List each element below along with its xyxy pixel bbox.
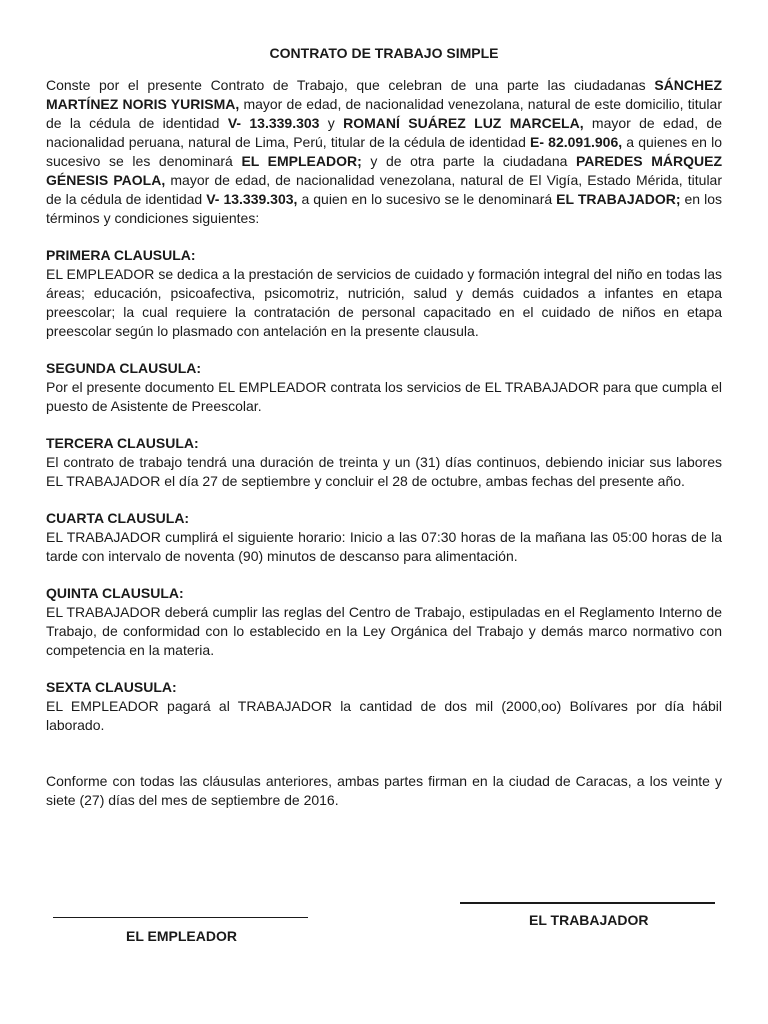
employer-id-2: E- 82.091.906, bbox=[530, 134, 623, 150]
intro-text-3: y bbox=[319, 115, 344, 131]
intro-text-9: en los términos y condiciones siguientes: bbox=[46, 191, 723, 226]
clause-heading: PRIMERA CLAUSULA: bbox=[46, 247, 196, 263]
clause-body: Por el presente documento EL EMPLEADOR contrata los servicios de EL TRABAJADOR para que cumpla el puesto de Asistente de Preescolar. bbox=[46, 379, 722, 414]
intro-paragraph bbox=[46, 76, 722, 228]
intro-text-8: a quien en lo sucesivo se le denominará bbox=[297, 191, 557, 207]
employer-signature-label: EL EMPLEADOR bbox=[126, 928, 237, 944]
clause-body: EL TRABAJADOR deberá cumplir las reglas del Centro de Trabajo, estipuladas en el Reglamento Interno de Trabajo, de conformidad con lo establecido en la Ley Orgánica del Trabajo y demás marco normativo con competencia en la materia. bbox=[46, 604, 722, 658]
worker-signature-label: EL TRABAJADOR bbox=[529, 912, 649, 928]
document-title: CONTRATO DE TRABAJO SIMPLE bbox=[269, 45, 499, 61]
clause-third bbox=[46, 434, 722, 491]
employer-name-1: SÁNCHEZ MARTÍNEZ NORIS YURISMA, bbox=[46, 77, 722, 112]
clause-body: El contrato de trabajo tendrá una duración de treinta y un (31) días continuos, debiendo iniciar sus labores EL TRABAJADOR el día 27 de septiembre y concluir el 28 de octubre, ambas fechas del presente año. bbox=[46, 454, 722, 489]
employer-signature-line bbox=[53, 917, 308, 918]
clause-heading: CUARTA CLAUSULA: bbox=[46, 510, 190, 526]
clause-heading: QUINTA CLAUSULA: bbox=[46, 585, 184, 601]
clause-heading: SEXTA CLAUSULA: bbox=[46, 679, 177, 695]
clause-heading: SEGUNDA CLAUSULA: bbox=[46, 360, 202, 376]
worker-name: PAREDES MÁRQUEZ GÉNESIS PAOLA, bbox=[46, 153, 723, 188]
clause-second bbox=[46, 359, 722, 416]
clause-sixth bbox=[46, 678, 722, 735]
clause-fourth bbox=[46, 509, 722, 566]
clause-body: EL EMPLEADOR se dedica a la prestación de servicios de cuidado y formación integral del niño en todas las áreas; educación, psicoafectiva, psicomotriz, nutrición, salud y demás cuidados a infantes en etapa preescolar; la cual requiere la contratación de personal capacitado en el cuidado de niños en etapa preescolar según lo plasmado con antelación en la presente clausula. bbox=[46, 266, 722, 339]
employer-name-2: ROMANÍ SUÁREZ LUZ MARCELA, bbox=[343, 115, 584, 131]
intro-text-7: mayor de edad, de nacionalidad venezolana, natural de El Vigía, Estado Mérida, titular de la cédula de identidad bbox=[46, 172, 723, 207]
intro-text-4: mayor de edad, de nacionalidad peruana, natural de Lima, Perú, titular de la cédula de identidad bbox=[46, 115, 722, 150]
clause-body: EL TRABAJADOR cumplirá el siguiente horario: Inicio a las 07:30 horas de la mañana las 05:00 horas de la tarde con intervalo de noventa (90) minutos de descanso para alimentación. bbox=[46, 529, 722, 564]
intro-text-6: y de otra parte la ciudadana bbox=[361, 153, 576, 169]
worker-signature-line bbox=[460, 902, 715, 904]
employer-id-1: V- 13.339.303 bbox=[227, 115, 320, 131]
clause-heading: TERCERA CLAUSULA: bbox=[46, 435, 199, 451]
closing-paragraph: Conforme con todas las cláusulas anteriores, ambas partes firman en la ciudad de Caracas, a los veinte y siete (27) días del mes de septiembre de 2016. bbox=[46, 773, 722, 808]
contract-document bbox=[46, 38, 722, 824]
intro-text-5: a quienes en lo sucesivo se les denominará bbox=[46, 134, 723, 169]
clause-fifth bbox=[46, 584, 722, 660]
intro-text-1: Conste por el presente Contrato de Trabajo, que celebran de una parte las ciudadanas bbox=[46, 77, 655, 93]
worker-designation: EL TRABAJADOR; bbox=[556, 191, 681, 207]
intro-text-2: mayor de edad, de nacionalidad venezolana, natural de este domicilio, titular de la cédula de identidad bbox=[46, 96, 722, 131]
worker-id: V- 13.339.303, bbox=[206, 191, 298, 207]
clause-first bbox=[46, 246, 722, 341]
employer-designation: EL EMPLEADOR; bbox=[241, 153, 362, 169]
clause-body: EL EMPLEADOR pagará al TRABAJADOR la cantidad de dos mil (2000,oo) Bolívares por día hábil laborado. bbox=[46, 698, 722, 733]
